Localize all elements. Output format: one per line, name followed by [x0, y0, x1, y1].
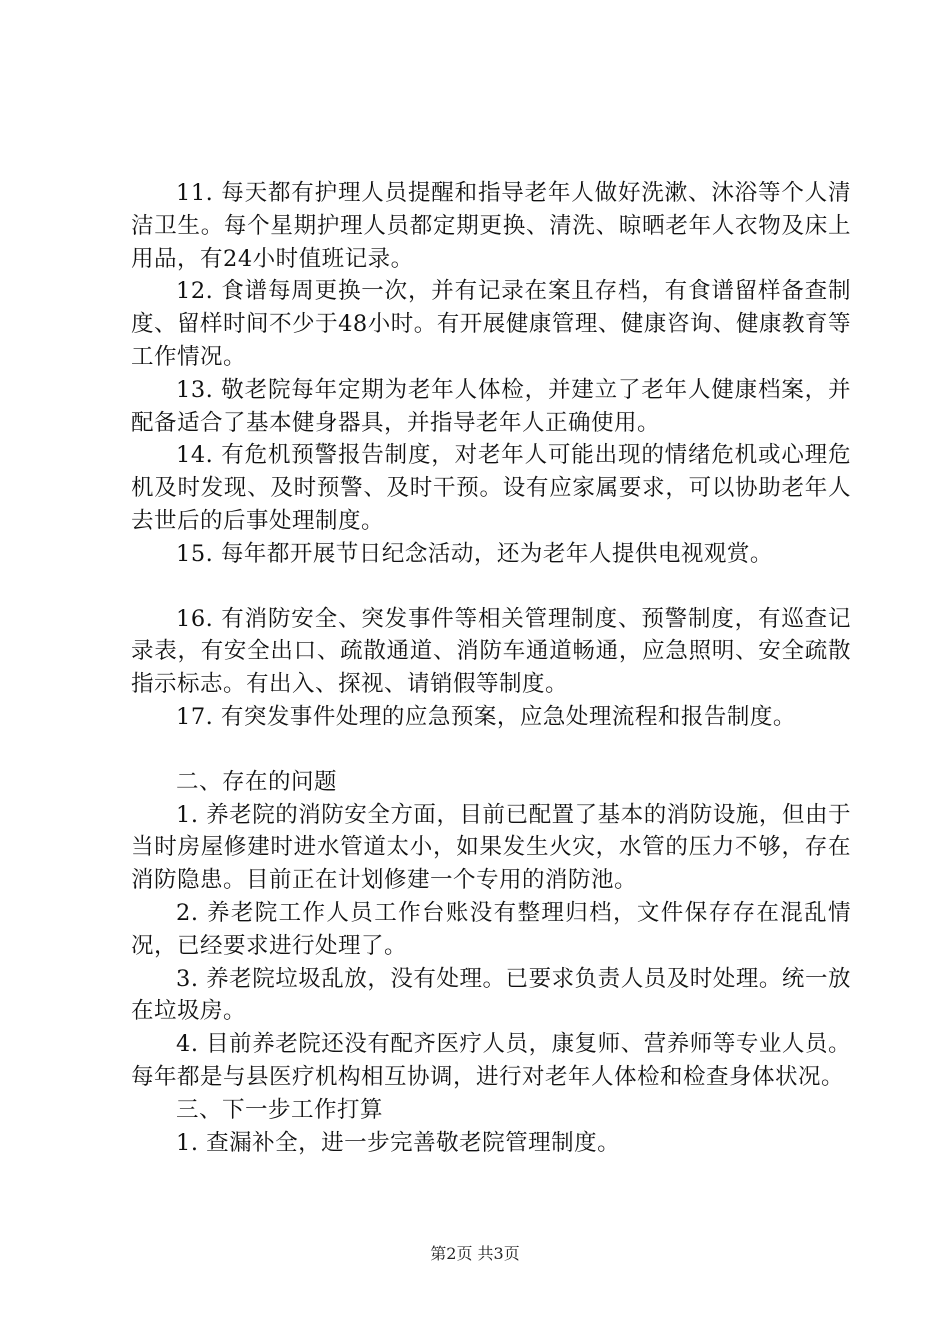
section-heading-next-steps: 三、下一步工作打算: [176, 1096, 384, 1123]
page-footer: 第2页 共3页: [430, 1244, 520, 1263]
paragraph-item-13: 13. 敬老院每年定期为老年人体检，并建立了老年人健康档案，并配备适合了基本健身器具，并指导老年人正确使用。: [131, 376, 851, 436]
paragraph-item-12: 12. 食谱每周更换一次，并有记录在案且存档，有食谱留样备查制度、留样时间不少于48小时。有开展健康管理、健康咨询、健康教育等工作情况。: [131, 278, 851, 370]
paragraph-item-14: 14. 有危机预警报告制度，对老年人可能出现的情绪危机或心理危机及时发现、及时预警、及时干预。设有应家属要求，可以协助老年人去世后的后事处理制度。: [131, 442, 851, 534]
section-heading-problems: 二、存在的问题: [176, 768, 338, 795]
paragraph-spacer: [131, 734, 851, 766]
document-body: [131, 177, 851, 1159]
paragraph-item-17: 17. 有突发事件处理的应急预案，应急处理流程和报告制度。: [176, 703, 796, 730]
paragraph-item-15: 15. 每年都开展节日纪念活动，还为老年人提供电视观赏。: [176, 540, 773, 567]
paragraph-item-16: 16. 有消防安全、突发事件等相关管理制度、预警制度，有巡查记录表，有安全出口、疏散通道、消防车通道畅通，应急照明、安全疏散指示标志。有出入、探视、请销假等制度。: [131, 605, 851, 698]
paragraph-spacer: [131, 571, 851, 603]
problem-item-4: 4. 目前养老院还没有配齐医疗人员，康复师、营养师等专业人员。每年都是与县医疗机构相互协调，进行对老年人体检和检查身体状况。: [131, 1031, 851, 1090]
problem-item-2: 2. 养老院工作人员工作台账没有整理归档，文件保存存在混乱情况，已经要求进行处理了。: [131, 899, 851, 959]
paragraph-item-11: 11. 每天都有护理人员提醒和指导老年人做好洗漱、沐浴等个人清洁卫生。每个星期护理人员都定期更换、清洗、晾晒老年人衣物及床上用品，有24小时值班记录。: [131, 180, 851, 272]
problem-item-1: 1. 养老院的消防安全方面，目前已配置了基本的消防设施，但由于当时房屋修建时进水管道太小，如果发生火灾，水管的压力不够，存在消防隐患。目前正在计划修建一个专用的消防池。: [131, 801, 851, 894]
next-step-item-1: 1. 查漏补全，进一步完善敬老院管理制度。: [176, 1129, 621, 1156]
problem-item-3: 3. 养老院垃圾乱放，没有处理。已要求负责人员及时处理。统一放在垃圾房。: [131, 965, 851, 1025]
